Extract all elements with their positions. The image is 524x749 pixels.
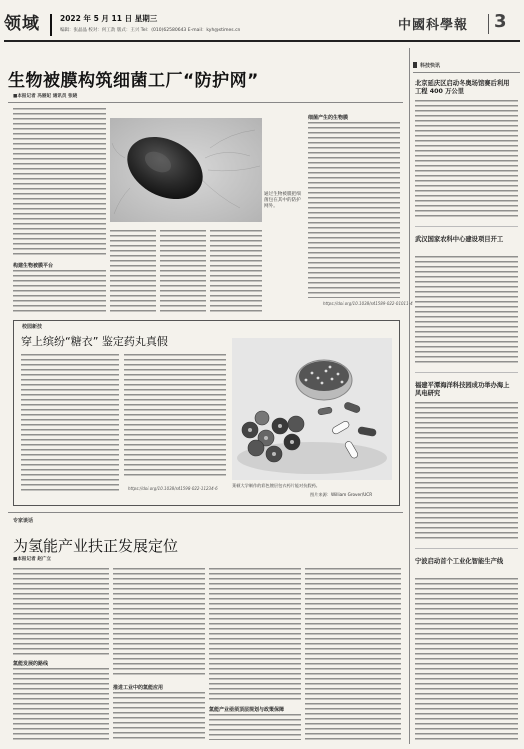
article2-image-credit: 图片来源：William Grover/UCR: [310, 492, 373, 497]
sidebar-item-2-body: [415, 256, 518, 364]
article2-body-col2: [124, 354, 226, 479]
article3-top-rule: [8, 512, 403, 513]
page-number: 3: [494, 11, 507, 32]
article3-body-col3: [209, 568, 301, 702]
sidebar-item-4-body: [415, 578, 518, 740]
article2-tag: 校园新技: [22, 324, 43, 330]
article1-rule: [8, 102, 403, 103]
article3-body-col2: [113, 568, 205, 678]
article2-body-col1: [21, 354, 119, 492]
sidebar-rule: [413, 72, 520, 73]
sidebar-item-3-body: [415, 402, 518, 540]
article2-doi: https://doi.org/10.1038/s41598-022-11234-6: [128, 486, 218, 491]
article1-subhead-2: 细菌产生的生物膜: [308, 115, 349, 121]
header-rule: [4, 40, 520, 42]
sidebar-divider-1: [415, 226, 518, 227]
article1-headline: 生物被膜构筑细菌工厂“防护网”: [8, 71, 259, 91]
article1-body-col4: [210, 230, 262, 314]
article3-subhead-3: 氢能产业亟须顶层规划与政策保障: [209, 707, 285, 713]
newspaper-masthead: 中國科學報: [398, 18, 469, 33]
article3-body-col2b: [113, 692, 205, 740]
article3-body-col1: [13, 568, 109, 656]
sidebar-item-1-title: 北京延庆区启动冬奥场馆赛后利用工程 400 万公里: [415, 80, 510, 95]
header-divider: [50, 14, 52, 36]
article3-subhead-1: 氢能发展的路线: [13, 661, 49, 667]
sidebar-item-4-title: 宁波启动首个工业化智能生产线: [415, 558, 504, 565]
sidebar-divider-2: [415, 372, 518, 373]
pills-svg: [232, 338, 392, 480]
article3-byline: ■本报记者 赵广立: [13, 557, 52, 562]
article1-body-col2: [110, 230, 156, 314]
sidebar-item-2-title: 武汉国家农科中心建设项目开工: [415, 236, 504, 243]
sidebar-divider-3: [415, 548, 518, 549]
article1-body-col1b: [13, 270, 106, 314]
article1-body-col1: [13, 108, 106, 258]
article1-byline: ■本报记者 冯丽妃 通讯员 张晓: [13, 94, 78, 99]
article3-body-col1b: [13, 668, 109, 740]
sidebar-tag-marker: [413, 62, 417, 68]
article3-subhead-2: 推进工业中的氢能应用: [113, 685, 164, 691]
page-number-divider: [488, 14, 489, 34]
coated-pills-photo: [232, 338, 392, 480]
article1-body-col5: [308, 122, 400, 298]
bacteria-micrograph: [110, 118, 262, 222]
article1-image-caption: 通过生物被膜把细菌包在其中的防护网外。: [264, 192, 301, 209]
issue-date: 2022 年 5 月 11 日 星期三: [60, 14, 158, 23]
section-name: 领域: [4, 14, 40, 34]
article3-tag: 专家谈话: [13, 518, 34, 524]
bacteria-svg: [110, 118, 262, 222]
article3-body-col3b: [209, 714, 301, 740]
article1-doi: https://doi.org/10.1038/s41589-022-01011-4: [323, 301, 413, 306]
sidebar-separator: [409, 48, 410, 744]
editor-info: 编辑：张晶晶 校对：何工劼 版式：王兴 Tel：(010)62580643 E-mail：kyh@stimes.cn: [60, 28, 241, 33]
article3-headline: 为氢能产业扶正发展定位: [13, 537, 179, 555]
article1-body-col3: [160, 230, 206, 314]
article2-headline: 穿上缤纷“糖衣” 鉴定药丸真假: [21, 335, 168, 348]
article2-image-caption: 莱顿大学制作的彩色镀层包衣药片能对抗假药。: [232, 483, 320, 488]
sidebar-item-3-title: 福建平潭海洋科技园成功举办海上风电研究: [415, 382, 510, 397]
article3-body-col4: [305, 568, 401, 740]
sidebar-item-1-body: [415, 100, 518, 218]
sidebar-tag: 科技快讯: [420, 63, 441, 69]
article1-subhead-1: 构建生物被膜平台: [13, 263, 54, 269]
